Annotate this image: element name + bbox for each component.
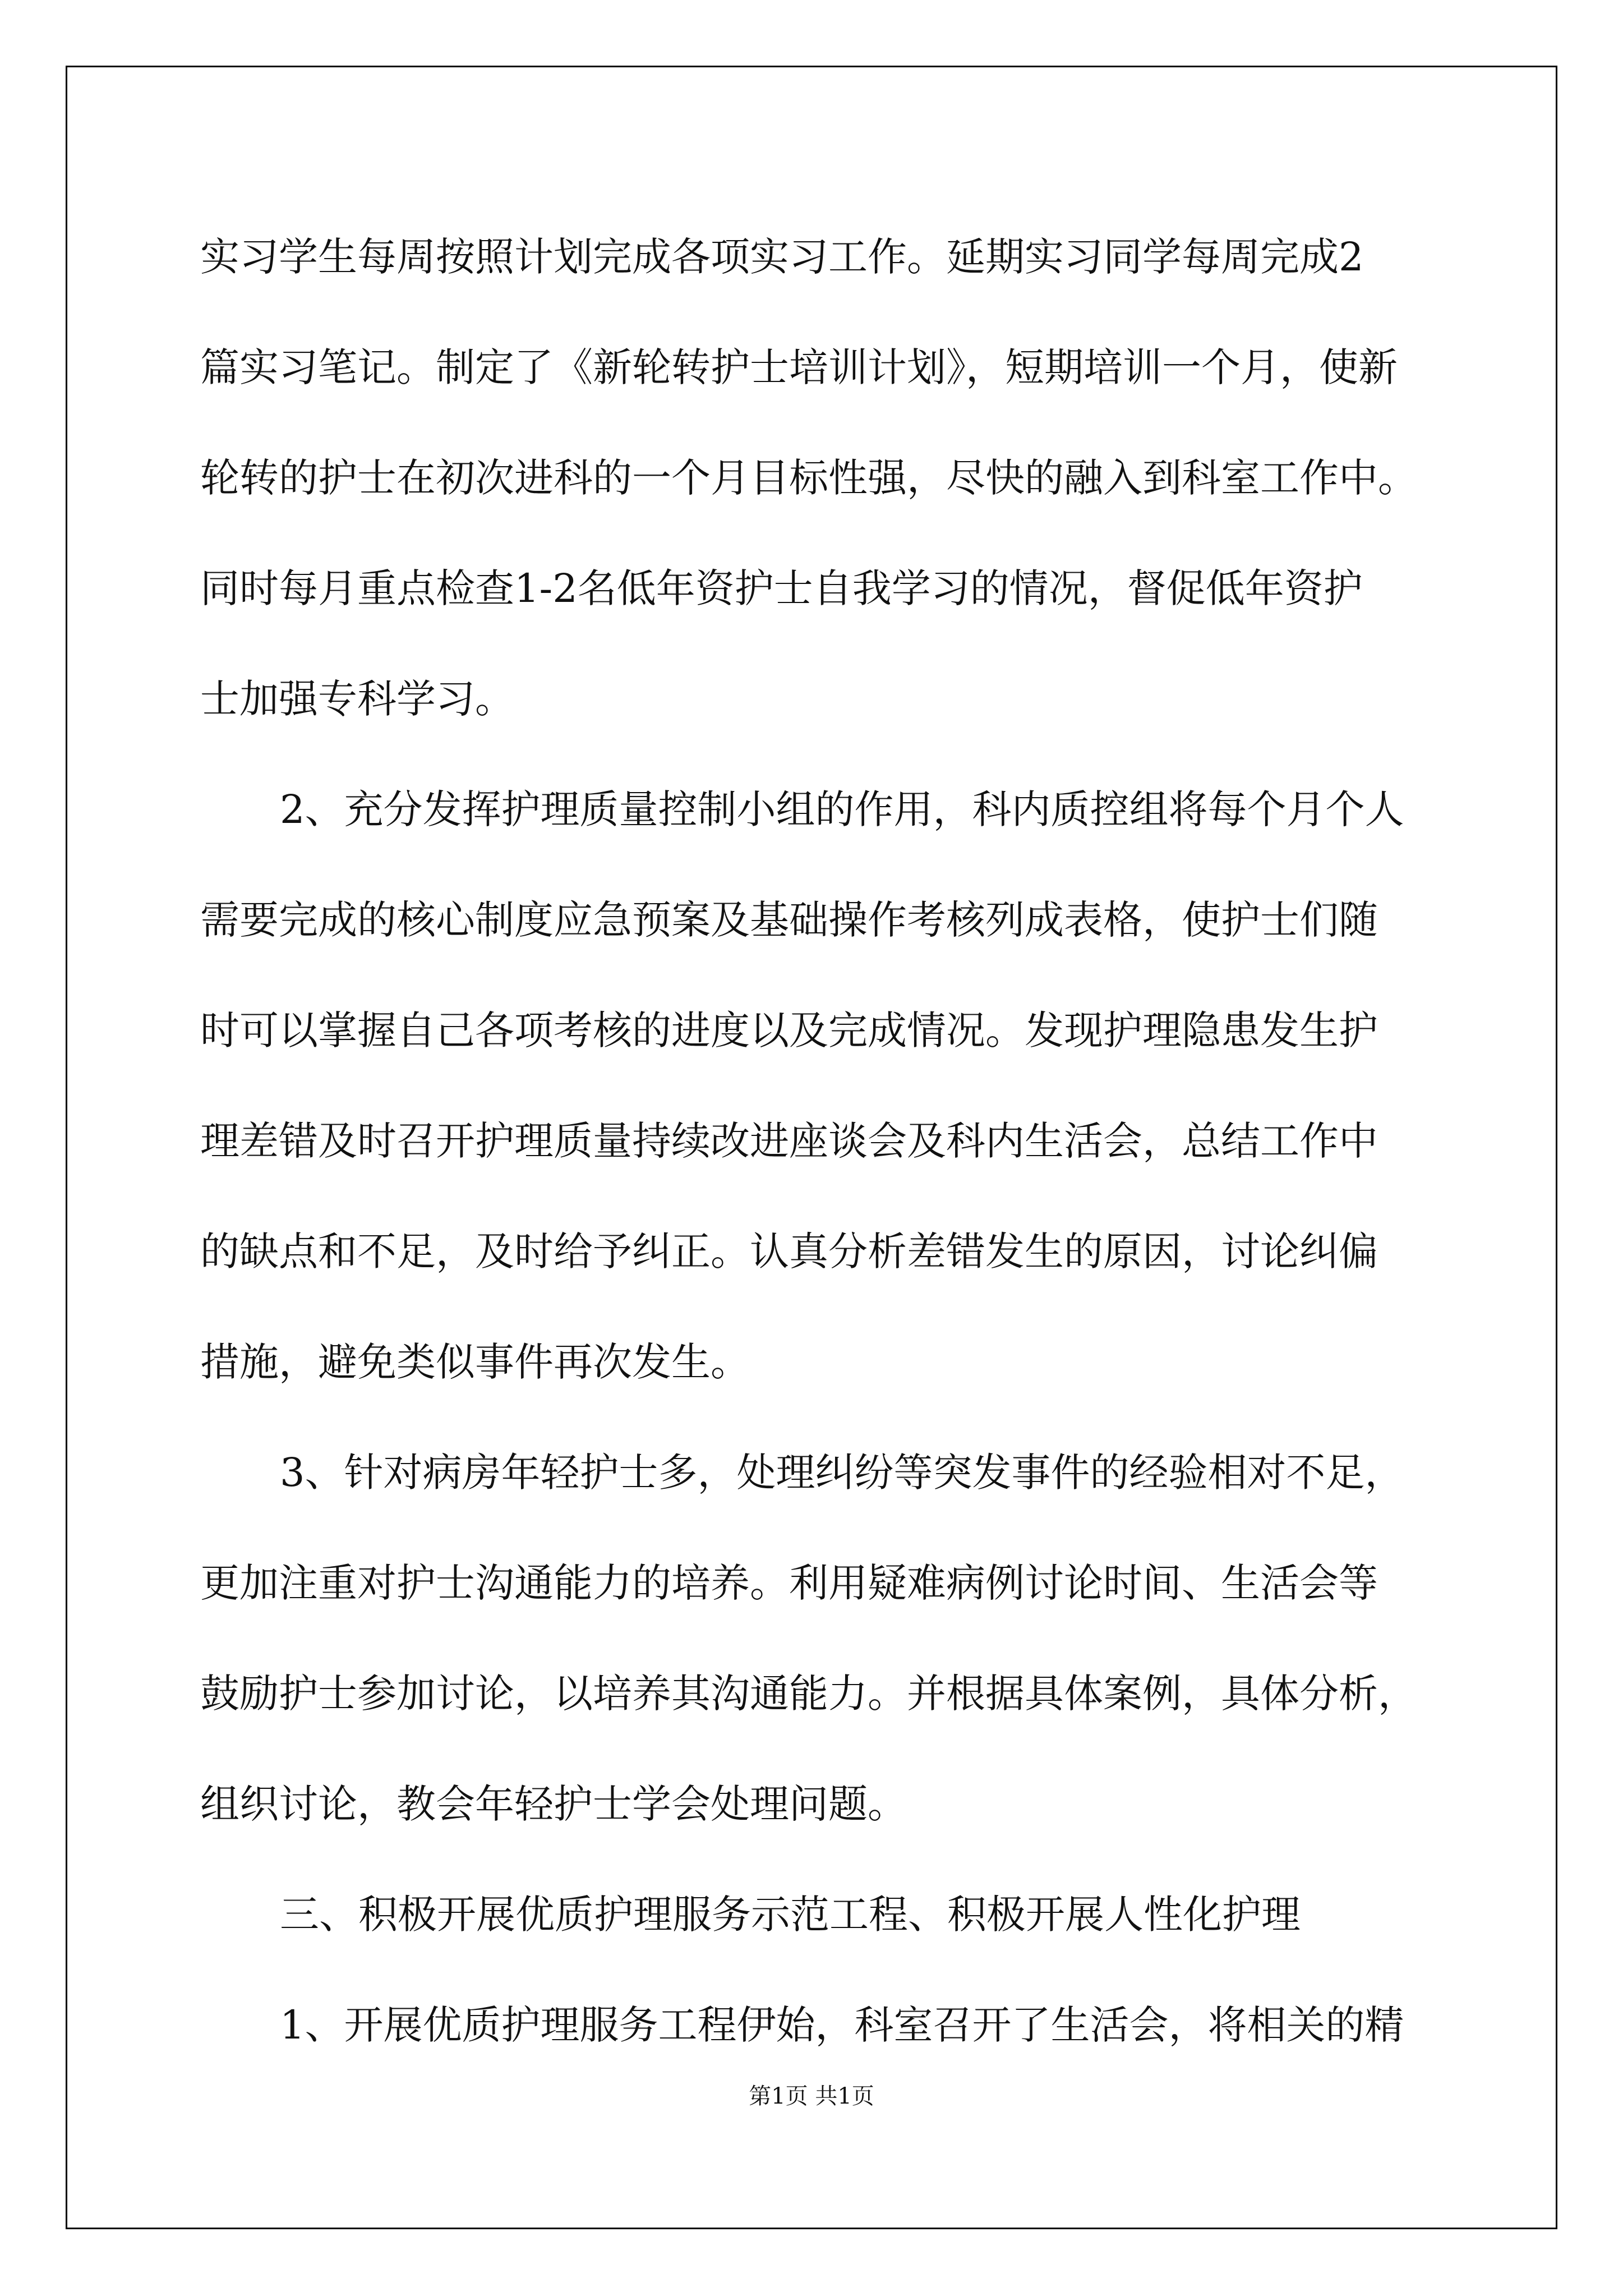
text-line: 时可以掌握自己各项考核的进度以及完成情况。发现护理隐患发生护	[200, 1007, 1378, 1053]
text-line: 的缺点和不足，及时给予纠正。认真分析差错发生的原因，讨论纠偏	[200, 1228, 1378, 1274]
document-body	[200, 202, 1434, 2081]
text-line: 三、积极开展优质护理服务示范工程、积极开展人性化护理	[280, 1892, 1301, 1938]
text-line: 更加注重对护士沟通能力的培养。利用疑难病例讨论时间、生活会等	[200, 1560, 1378, 1606]
paragraph-communication-training	[200, 1418, 1434, 1860]
text-line: 1、开展优质护理服务工程伊始，科室召开了生活会，将相关的精	[280, 2002, 1404, 2048]
paragraph-quality-control	[200, 754, 1434, 1418]
text-line: 士加强专科学习。	[200, 676, 514, 722]
section-heading	[200, 1860, 1434, 1970]
text-line: 理差错及时召开护理质量持续改进座谈会及科内生活会，总结工作中	[200, 1118, 1378, 1164]
paragraph-quality-service	[200, 1970, 1434, 2081]
text-line: 实习学生每周按照计划完成各项实习工作。延期实习同学每周完成2	[200, 234, 1364, 280]
text-line: 同时每月重点检查1-2名低年资护士自我学习的情况，督促低年资护	[200, 565, 1363, 611]
text-line: 需要完成的核心制度应急预案及基础操作考核列成表格，使护士们随	[200, 897, 1378, 943]
text-line: 组织讨论，教会年轻护士学会处理问题。	[200, 1781, 907, 1827]
text-line: 篇实习笔记。制定了《新轮转护士培训计划》，短期培训一个月，使新	[200, 344, 1398, 390]
text-line: 3、针对病房年轻护士多，处理纠纷等突发事件的经验相对不足，	[280, 1450, 1404, 1496]
text-line: 轮转的护士在初次进科的一个月目标性强，尽快的融入到科室工作中。	[200, 455, 1417, 501]
text-line: 措施，避免类似事件再次发生。	[200, 1339, 750, 1385]
text-line: 鼓励护士参加讨论，以培养其沟通能力。并根据具体案例，具体分析，	[200, 1671, 1417, 1717]
text-line: 2、充分发挥护理质量控制小组的作用，科内质控组将每个月个人	[280, 786, 1404, 832]
page-number-footer: 第1页 共1页	[749, 2083, 874, 2109]
paragraph-continuation	[200, 202, 1434, 754]
